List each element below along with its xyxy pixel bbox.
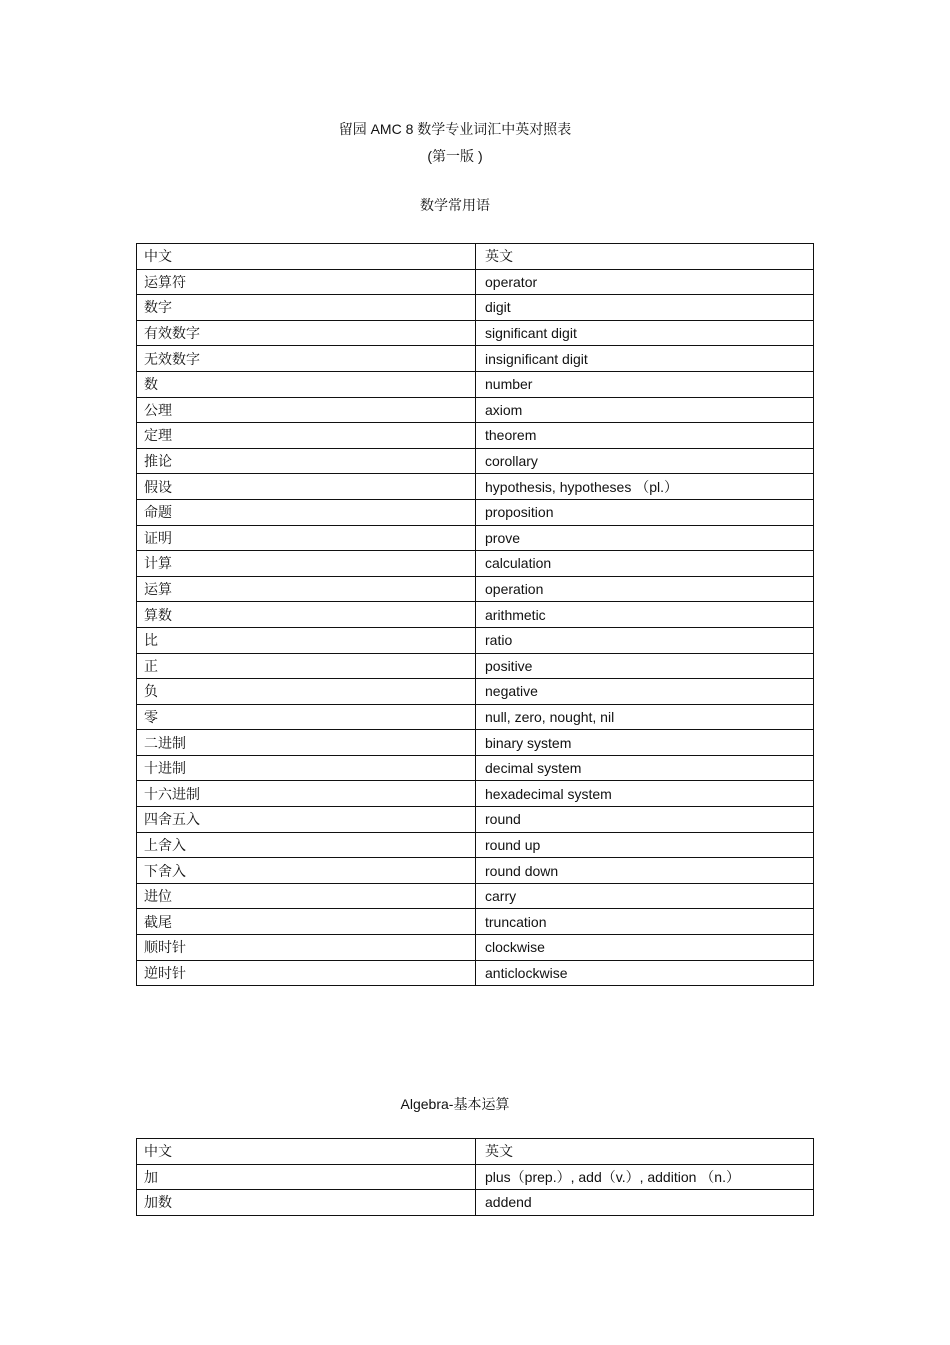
chinese-term-cell: 正	[137, 653, 476, 679]
table-header-row	[137, 244, 814, 270]
chinese-term-cell: 比	[137, 627, 476, 653]
chinese-term-cell: 逆时针	[137, 960, 476, 986]
chinese-term-cell: 命题	[137, 499, 476, 525]
table-row	[137, 935, 814, 961]
chinese-term-cell: 十进制	[137, 755, 476, 781]
english-term-cell: binary system	[476, 730, 814, 756]
table-row	[137, 807, 814, 833]
table-row	[137, 423, 814, 449]
chinese-term-cell: 中文	[137, 1139, 476, 1165]
chinese-term-cell: 定理	[137, 423, 476, 449]
english-term-cell: carry	[476, 883, 814, 909]
table-row	[137, 525, 814, 551]
chinese-term-cell: 二进制	[137, 730, 476, 756]
table-row	[137, 474, 814, 500]
english-term-cell: operation	[476, 576, 814, 602]
table-header-row	[137, 1139, 814, 1165]
english-term-cell: plus（prep.）, add（v.）, addition （n.）	[476, 1164, 814, 1190]
chinese-term-cell: 算数	[137, 602, 476, 628]
document-title: 留园 AMC 8 数学专业词汇中英对照表	[338, 121, 572, 137]
table-row	[137, 704, 814, 730]
table-row	[137, 755, 814, 781]
english-term-cell: theorem	[476, 423, 814, 449]
chinese-term-cell: 加	[137, 1164, 476, 1190]
table-row	[137, 730, 814, 756]
chinese-term-cell: 四舍五入	[137, 807, 476, 833]
table-row	[137, 1164, 814, 1190]
english-term-cell: truncation	[476, 909, 814, 935]
english-term-cell: insignificant digit	[476, 346, 814, 372]
english-term-cell: addend	[476, 1190, 814, 1216]
english-term-cell: digit	[476, 295, 814, 321]
chinese-term-cell: 证明	[137, 525, 476, 551]
chinese-term-cell: 上舍入	[137, 832, 476, 858]
section-heading-algebra: Algebra-基本运算	[400, 1096, 510, 1112]
chinese-term-cell: 推论	[137, 448, 476, 474]
english-term-cell: round down	[476, 858, 814, 884]
table-row	[137, 858, 814, 884]
english-term-cell: axiom	[476, 397, 814, 423]
english-term-cell: hypothesis, hypotheses （pl.）	[476, 474, 814, 500]
english-term-cell: anticlockwise	[476, 960, 814, 986]
chinese-term-cell: 运算	[137, 576, 476, 602]
chinese-term-cell: 无效数字	[137, 346, 476, 372]
english-term-cell: calculation	[476, 551, 814, 577]
chinese-term-cell: 加数	[137, 1190, 476, 1216]
english-term-cell: negative	[476, 679, 814, 705]
english-term-cell: proposition	[476, 499, 814, 525]
table-row	[137, 269, 814, 295]
chinese-term-cell: 计算	[137, 551, 476, 577]
table-row	[137, 551, 814, 577]
table-row	[137, 448, 814, 474]
common-terms-table	[136, 243, 814, 986]
table-row	[137, 576, 814, 602]
table-row	[137, 679, 814, 705]
english-term-cell: ratio	[476, 627, 814, 653]
table-row	[137, 832, 814, 858]
table-row	[137, 627, 814, 653]
table-row	[137, 883, 814, 909]
english-term-cell: clockwise	[476, 935, 814, 961]
table-row	[137, 371, 814, 397]
chinese-term-cell: 负	[137, 679, 476, 705]
chinese-term-cell: 数字	[137, 295, 476, 321]
english-term-cell: operator	[476, 269, 814, 295]
chinese-term-cell: 下舍入	[137, 858, 476, 884]
table-row	[137, 295, 814, 321]
algebra-table	[136, 1138, 814, 1216]
chinese-term-cell: 运算符	[137, 269, 476, 295]
english-term-cell: significant digit	[476, 320, 814, 346]
english-term-cell: corollary	[476, 448, 814, 474]
table-row	[137, 653, 814, 679]
chinese-term-cell: 顺时针	[137, 935, 476, 961]
english-term-cell: null, zero, nought, nil	[476, 704, 814, 730]
english-term-cell: 英文	[476, 244, 814, 270]
chinese-term-cell: 零	[137, 704, 476, 730]
english-term-cell: positive	[476, 653, 814, 679]
chinese-term-cell: 公理	[137, 397, 476, 423]
english-term-cell: number	[476, 371, 814, 397]
chinese-term-cell: 假设	[137, 474, 476, 500]
table-row	[137, 499, 814, 525]
chinese-term-cell: 截尾	[137, 909, 476, 935]
section-heading-common-terms: 数学常用语	[420, 197, 490, 213]
chinese-term-cell: 数	[137, 371, 476, 397]
english-term-cell: 英文	[476, 1139, 814, 1165]
chinese-term-cell: 有效数字	[137, 320, 476, 346]
table-row	[137, 909, 814, 935]
english-term-cell: hexadecimal system	[476, 781, 814, 807]
english-term-cell: prove	[476, 525, 814, 551]
english-term-cell: round	[476, 807, 814, 833]
table-row	[137, 1190, 814, 1216]
table-row	[137, 960, 814, 986]
table-row	[137, 320, 814, 346]
table-row	[137, 602, 814, 628]
chinese-term-cell: 中文	[137, 244, 476, 270]
table-row	[137, 397, 814, 423]
english-term-cell: decimal system	[476, 755, 814, 781]
edition-label: (第一版 )	[427, 148, 483, 164]
chinese-term-cell: 进位	[137, 883, 476, 909]
english-term-cell: round up	[476, 832, 814, 858]
chinese-term-cell: 十六进制	[137, 781, 476, 807]
table-row	[137, 346, 814, 372]
table-row	[137, 781, 814, 807]
english-term-cell: arithmetic	[476, 602, 814, 628]
